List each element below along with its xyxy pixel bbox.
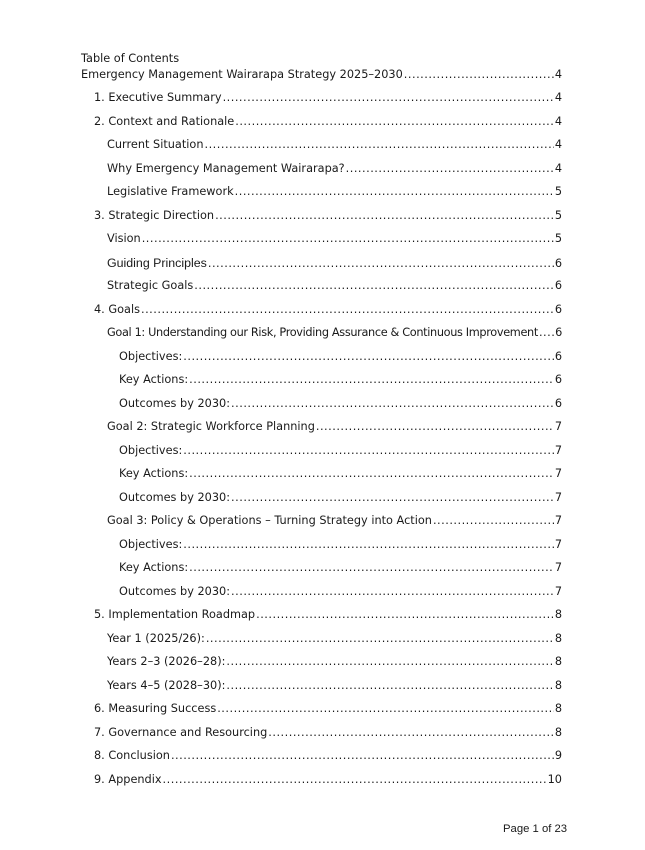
toc-entry-strategy-title[interactable] xyxy=(81,67,562,83)
toc-entry-page: 4 xyxy=(554,138,562,151)
toc-entry-page: 4 xyxy=(554,91,562,104)
toc-entry-page: 8 xyxy=(554,632,562,645)
toc-entry-page: 7 xyxy=(554,444,562,457)
toc-entry-page: 7 xyxy=(554,585,562,598)
page-indicator: Page 1 of 23 xyxy=(503,823,568,835)
dot-leader xyxy=(235,114,554,130)
dot-leader xyxy=(183,349,554,365)
toc-entry-goal-3-objectives[interactable] xyxy=(119,537,562,553)
toc-entry-appendix[interactable] xyxy=(94,772,562,788)
toc-entry-label: Guiding Principles xyxy=(107,256,207,270)
toc-entry-label: Years 2–3 (2026–28): xyxy=(107,655,226,668)
toc-entry-page: 8 xyxy=(554,702,562,715)
dot-leader xyxy=(235,184,554,200)
dot-leader xyxy=(433,513,554,529)
dot-leader xyxy=(189,372,554,388)
toc-entry-page: 6 xyxy=(554,257,562,270)
toc-entry-current-situation[interactable] xyxy=(107,137,562,153)
toc-entry-legislative-framework[interactable] xyxy=(107,184,562,200)
toc-entry-page: 8 xyxy=(554,655,562,668)
toc-entry-page: 6 xyxy=(554,397,562,410)
toc-entry-guiding-principles[interactable] xyxy=(107,255,562,272)
dot-leader xyxy=(194,278,554,294)
dot-leader xyxy=(208,256,554,272)
dot-leader xyxy=(256,607,554,623)
toc-entry-label: Outcomes by 2030: xyxy=(119,397,231,410)
toc-entry-conclusion[interactable] xyxy=(94,748,562,764)
dot-leader xyxy=(226,678,553,694)
toc-entry-label: Key Actions: xyxy=(119,561,189,574)
toc-entry-page: 5 xyxy=(554,232,562,245)
toc-entry-label: 7. Governance and Resourcing xyxy=(94,726,268,739)
toc-entry-page: 5 xyxy=(554,209,562,222)
toc-entry-page: 10 xyxy=(547,773,562,786)
toc-entry-label: 5. Implementation Roadmap xyxy=(94,608,256,621)
toc-entry-page: 6 xyxy=(554,373,562,386)
toc-entry-page: 6 xyxy=(554,303,562,316)
toc-entry-page: 7 xyxy=(554,467,562,480)
toc-entry-goal-2-key-actions[interactable] xyxy=(119,466,562,482)
toc-entry-strategic-direction[interactable] xyxy=(94,208,562,224)
toc-entry-page: 9 xyxy=(554,749,562,762)
toc-entry-page: 7 xyxy=(554,514,562,527)
toc-entry-label: Legislative Framework xyxy=(107,185,234,198)
toc-entry-label: Key Actions: xyxy=(119,373,189,386)
dot-leader xyxy=(189,466,554,482)
toc-entry-label: Why Emergency Management Wairarapa? xyxy=(107,162,345,175)
dot-leader xyxy=(316,419,554,435)
toc-entry-label: Key Actions: xyxy=(119,467,189,480)
toc-entry-governance-resourcing[interactable] xyxy=(94,725,562,741)
toc-entry-goal-1-outcomes[interactable] xyxy=(119,396,562,412)
toc-entry-goal-2[interactable] xyxy=(107,419,562,435)
toc-entry-goals[interactable] xyxy=(94,302,562,318)
toc-entry-why-emw[interactable] xyxy=(107,161,562,177)
toc-entry-goal-2-outcomes[interactable] xyxy=(119,490,562,506)
toc-entry-page: 4 xyxy=(554,115,562,128)
dot-leader xyxy=(163,772,547,788)
toc-entry-label: 4. Goals xyxy=(94,303,140,316)
dot-leader xyxy=(183,537,554,553)
toc-entry-year-1[interactable] xyxy=(107,631,562,647)
dot-leader xyxy=(231,490,554,506)
toc-entry-label: Goal 3: Policy & Operations – Turning Strategy into Action xyxy=(107,514,432,527)
toc-entry-executive-summary[interactable] xyxy=(94,90,562,106)
dot-leader xyxy=(141,302,554,318)
toc-entry-label: Objectives: xyxy=(119,444,183,457)
toc-entry-page: 7 xyxy=(554,491,562,504)
toc-entry-measuring-success[interactable] xyxy=(94,701,562,717)
toc-entry-page: 8 xyxy=(554,608,562,621)
toc-entry-vision[interactable] xyxy=(107,231,562,247)
toc-entry-label: Emergency Management Wairarapa Strategy 2025–2030 xyxy=(81,68,403,81)
dot-leader xyxy=(268,725,554,741)
toc-entry-goal-3-outcomes[interactable] xyxy=(119,584,562,600)
toc-heading: Table of Contents xyxy=(81,52,180,65)
toc-entry-page: 4 xyxy=(554,162,562,175)
toc-entry-years-4-5[interactable] xyxy=(107,678,562,694)
dot-leader xyxy=(183,443,554,459)
toc-entry-page: 6 xyxy=(554,279,562,292)
toc-entry-label: Goal 2: Strategic Workforce Planning xyxy=(107,420,315,433)
toc-entry-page: 7 xyxy=(554,538,562,551)
toc-entry-page: 6 xyxy=(554,350,562,363)
dot-leader xyxy=(142,231,554,247)
toc-entry-label: 3. Strategic Direction xyxy=(94,209,215,222)
toc-entry-label: Goal 1: Understanding our Risk, Providing Assurance & Continuous Improvement xyxy=(107,326,538,339)
toc-entry-label: 8. Conclusion xyxy=(94,749,170,762)
dot-leader xyxy=(231,584,554,600)
toc-entry-label: 9. Appendix xyxy=(94,773,162,786)
toc-entry-goal-1-objectives[interactable] xyxy=(119,349,562,365)
toc-entry-page: 4 xyxy=(554,68,562,81)
toc-entry-page: 7 xyxy=(554,561,562,574)
toc-entry-goal-1-key-actions[interactable] xyxy=(119,372,562,388)
dot-leader xyxy=(231,396,554,412)
dot-leader xyxy=(204,137,553,153)
dot-leader xyxy=(215,208,554,224)
toc-entry-label: Year 1 (2025/26): xyxy=(107,632,205,645)
toc-entry-page: 8 xyxy=(554,726,562,739)
toc-entry-implementation-roadmap[interactable] xyxy=(94,607,562,623)
toc-entry-label: Strategic Goals xyxy=(107,279,194,292)
dot-leader xyxy=(404,67,554,83)
toc-entry-label: 6. Measuring Success xyxy=(94,702,217,715)
toc-entry-label: Years 4–5 (2028–30): xyxy=(107,679,226,692)
toc-entry-page: 6 xyxy=(555,326,562,339)
toc-entry-label: Vision xyxy=(107,232,141,245)
dot-leader xyxy=(206,631,554,647)
toc-entry-strategic-goals[interactable] xyxy=(107,278,562,294)
toc-entry-goal-3-key-actions[interactable] xyxy=(119,560,562,576)
dot-leader xyxy=(539,325,554,341)
dot-leader xyxy=(346,161,554,177)
dot-leader xyxy=(217,701,554,717)
toc-entry-label: Objectives: xyxy=(119,350,183,363)
dot-leader xyxy=(223,90,554,106)
dot-leader xyxy=(171,748,554,764)
toc-entry-label: 2. Context and Rationale xyxy=(94,115,235,128)
toc-entry-page: 8 xyxy=(554,679,562,692)
toc-entry-label: 1. Executive Summary xyxy=(94,91,222,104)
toc-entry-page: 5 xyxy=(554,185,562,198)
toc-entry-years-2-3[interactable] xyxy=(107,654,562,670)
toc-entry-label: Outcomes by 2030: xyxy=(119,585,231,598)
toc-entry-label: Current Situation xyxy=(107,138,204,151)
toc-entry-label: Outcomes by 2030: xyxy=(119,491,231,504)
dot-leader xyxy=(226,654,553,670)
toc-entry-goal-3[interactable] xyxy=(107,513,562,529)
toc-entry-context-rationale[interactable] xyxy=(94,114,562,130)
toc-entry-goal-2-objectives[interactable] xyxy=(119,443,562,459)
dot-leader xyxy=(189,560,554,576)
toc-entry-label: Objectives: xyxy=(119,538,183,551)
toc-entry-goal-1[interactable] xyxy=(107,325,562,341)
toc-entry-page: 7 xyxy=(554,420,562,433)
